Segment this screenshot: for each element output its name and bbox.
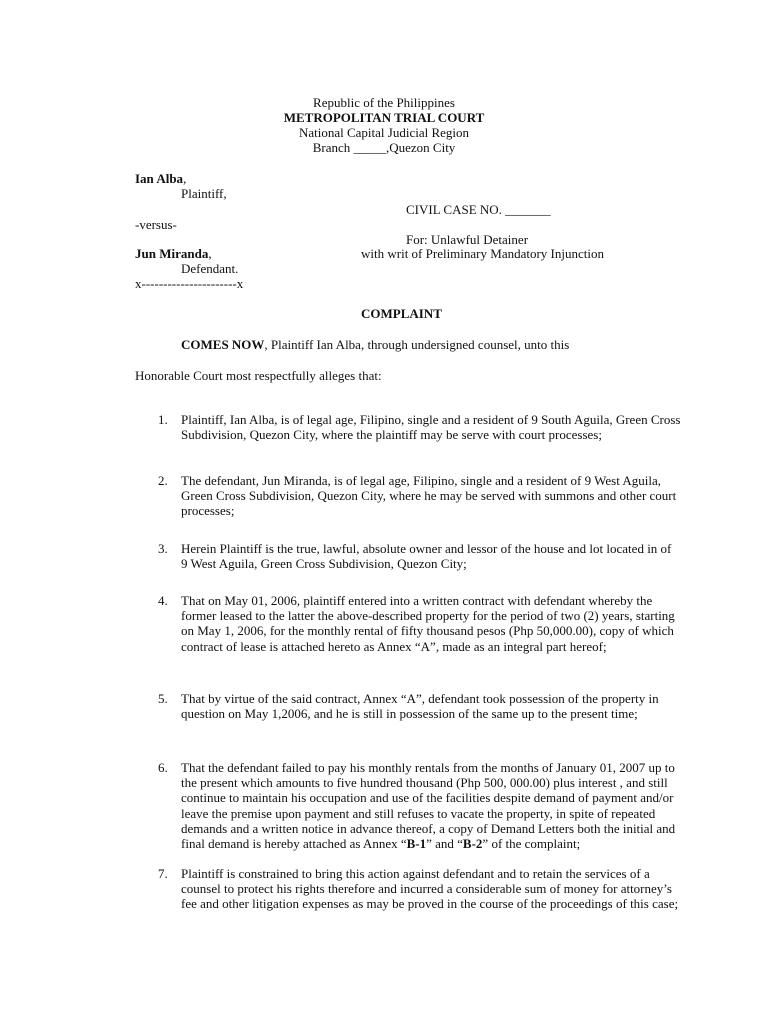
- header-region: National Capital Judicial Region: [298, 125, 470, 140]
- allegation-text-part: ” and “: [426, 836, 463, 852]
- intro-rest: , Plaintiff Ian Alba, through undersigned counsel, unto this: [264, 337, 570, 352]
- versus: -versus-: [135, 217, 177, 232]
- allegation-number: 4.: [158, 593, 168, 608]
- defendant-line: [135, 246, 212, 261]
- annex-b1-label: B-1: [406, 836, 427, 852]
- allegation-text: That on May 01, 2006, plaintiff entered into a written contract with defendant whereby the former leased to the latter the above-described property for the period of two (2) years, starting on May 1, 2006, for the monthly rental of fifty thousand pesos (Php 50,000.00), copy of which contract of lease is attached hereto as Annex “A”, made as an integral part hereof;: [181, 593, 675, 654]
- allegation-number: 2.: [158, 473, 168, 488]
- allegation-number: 6.: [158, 760, 168, 775]
- defendant-role: Defendant.: [181, 261, 239, 276]
- plaintiff-name: Ian Alba: [135, 171, 184, 186]
- case-nature: For: Unlawful Detainer: [406, 232, 529, 247]
- allegation-number: 5.: [158, 691, 168, 706]
- allegation-text: The defendant, Jun Miranda, is of legal age, Filipino, single and a resident of 9 West Aguila, Green Cross Subdivision, Quezon City, where he may be served with summons and other court processes;: [181, 473, 677, 519]
- allegation-number: 3.: [158, 541, 168, 556]
- allegation-text: Herein Plaintiff is the true, lawful, absolute owner and lessor of the house and lot located in of 9 West Aguila, Green Cross Subdivision, Quezon City;: [181, 541, 672, 572]
- allegation-number: 1.: [158, 412, 168, 427]
- intro-line-2: Honorable Court most respectfully alleges that:: [135, 368, 382, 383]
- plaintiff-role: Plaintiff,: [181, 186, 227, 201]
- defendant-name: Jun Miranda: [135, 246, 209, 261]
- annex-b2-label: B-2: [462, 836, 483, 852]
- civil-case-number: CIVIL CASE NO. _______: [406, 202, 551, 217]
- plaintiff-line: [135, 171, 186, 186]
- allegation-text: Plaintiff is constrained to bring this action against defendant and to retain the services of a counsel to protect his rights therefore and incurred a considerable sum of money for attorney’s fee and other litigation expenses as may be proved in the course of the proceedings of this case;: [181, 866, 679, 912]
- header-branch: Branch _____,Quezon City: [312, 140, 456, 155]
- defendant-comma: ,: [208, 246, 212, 261]
- plaintiff-comma: ,: [183, 171, 187, 186]
- caption-separator: x----------------------x: [135, 276, 244, 291]
- allegation-text: [181, 760, 681, 851]
- allegation-text: That by virtue of the said contract, Annex “A”, defendant took possession of the property in question on May 1,2006, and he is still in possession of the same up to the present time;: [181, 691, 659, 722]
- allegation-text: Plaintiff, Ian Alba, is of legal age, Filipino, single and a resident of 9 South Aguila, Green Cross Subdivision, Quezon City, where the plaintiff may be serve with court processes;: [181, 412, 681, 443]
- allegation-text-part: That the defendant failed to pay his monthly rentals from the months of January 01, 2007 up to the present which amounts to five hundred thousand (Php 500, 000.00) plus interest , and still continue to maintain his occupation and use of the facilities despite demand of payment and/or leave the premise upon payment and still refuses to vacate the property, in spite of repeated demands and a written notice in advance thereof, a copy of Demand Letters both the initial and final demand is hereby attached as Annex “: [181, 760, 676, 852]
- header-republic: Republic of the Philippines: [313, 95, 455, 110]
- header-court: METROPOLITAN TRIAL COURT: [283, 110, 485, 125]
- allegation-number: 7.: [158, 866, 168, 881]
- case-nature-sub: with writ of Preliminary Mandatory Injunction: [361, 246, 604, 261]
- document-title: COMPLAINT: [361, 306, 442, 321]
- intro-line: [181, 337, 569, 352]
- intro-lead: COMES NOW: [181, 337, 265, 352]
- allegation-text-part: ” of the complaint;: [482, 836, 581, 852]
